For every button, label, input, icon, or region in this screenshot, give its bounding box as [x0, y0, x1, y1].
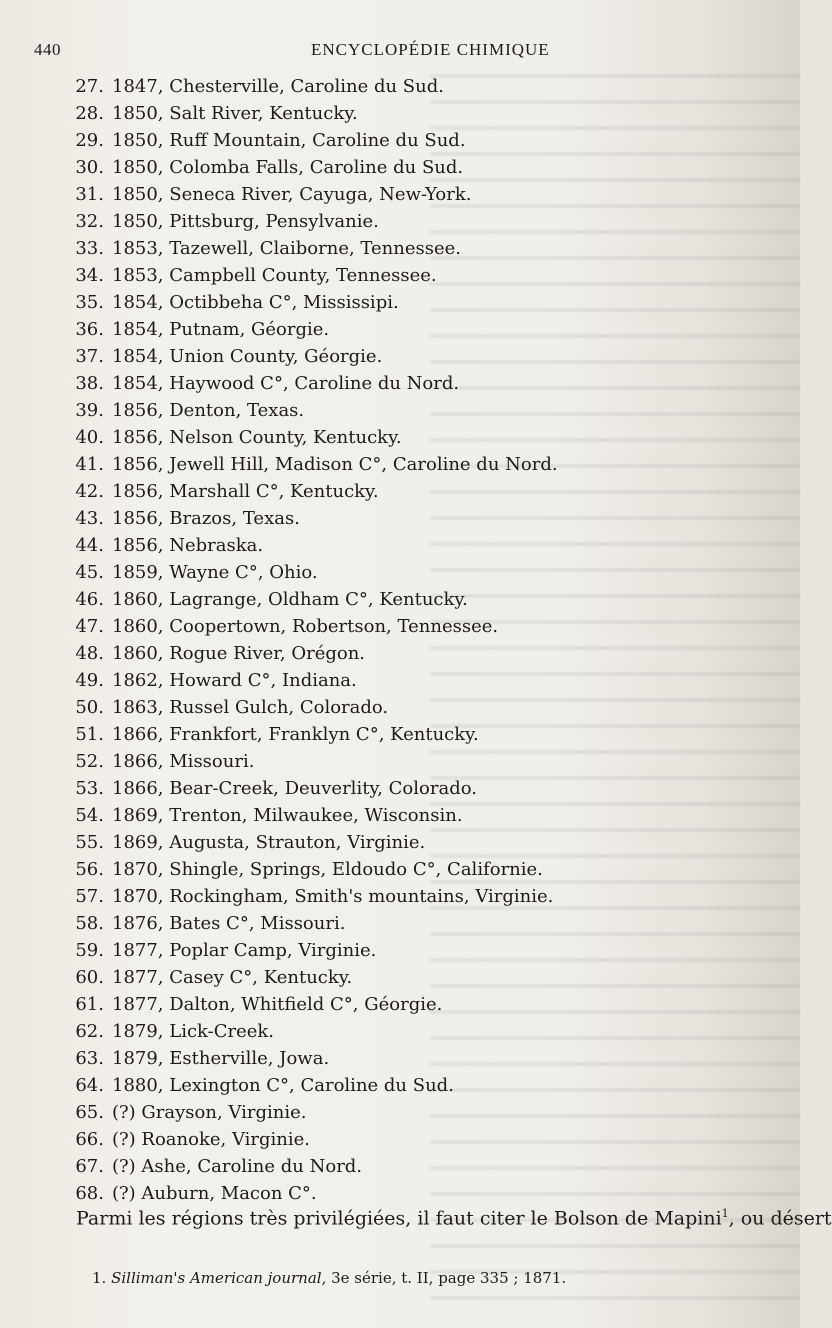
- entry-text: 1853, Campbell County, Tennessee.: [112, 265, 437, 286]
- entry-text: 1847, Chesterville, Caroline du Sud.: [112, 76, 444, 97]
- entry-text: 1876, Bates C°, Missouri.: [112, 913, 346, 934]
- list-item: [66, 343, 706, 370]
- list-item: [66, 640, 706, 667]
- entry-number: 60.: [75, 967, 104, 988]
- entry-number: 48.: [75, 643, 104, 664]
- entry-number: 41.: [75, 454, 104, 475]
- entry-number: 58.: [75, 913, 104, 934]
- entry-number: 43.: [75, 508, 104, 529]
- list-item: [66, 451, 706, 478]
- list-item: [66, 1018, 706, 1045]
- list-item: [66, 856, 706, 883]
- running-head: [34, 40, 774, 64]
- entry-number: 29.: [75, 130, 104, 151]
- entry-text: 1862, Howard C°, Indiana.: [112, 670, 357, 691]
- entry-number: 64.: [75, 1075, 104, 1096]
- entry-text: 1850, Seneca River, Cayuga, New-York.: [112, 184, 472, 205]
- entry-text: 1866, Frankfort, Franklyn C°, Kentucky.: [112, 724, 479, 745]
- list-item: [66, 505, 706, 532]
- list-item: [66, 289, 706, 316]
- list-item: [66, 262, 706, 289]
- entry-text: 1859, Wayne C°, Ohio.: [112, 562, 318, 583]
- list-item: [66, 667, 706, 694]
- list-item: [66, 1126, 706, 1153]
- list-item: [66, 397, 706, 424]
- entry-number: 46.: [75, 589, 104, 610]
- running-title: ENCYCLOPÉDIE CHIMIQUE: [311, 40, 550, 59]
- list-item: [66, 208, 706, 235]
- entry-text: 1880, Lexington C°, Caroline du Sud.: [112, 1075, 454, 1096]
- entry-number: 61.: [75, 994, 104, 1015]
- list-item: [66, 748, 706, 775]
- entry-text: 1877, Casey C°, Kentucky.: [112, 967, 353, 988]
- list-item: [66, 910, 706, 937]
- entry-number: 49.: [75, 670, 104, 691]
- list-item: [66, 370, 706, 397]
- entry-number: 35.: [75, 292, 104, 313]
- entry-number: 51.: [75, 724, 104, 745]
- entry-text: 1854, Putnam, Géorgie.: [112, 319, 330, 340]
- entry-number: 66.: [75, 1129, 104, 1150]
- paragraph-text-continued: , ou désert: [728, 1207, 832, 1230]
- meteorite-locality-list: [66, 73, 706, 1207]
- entry-text: 1866, Bear-Creek, Deuverlity, Colorado.: [112, 778, 477, 799]
- entry-number: 37.: [75, 346, 104, 367]
- entry-text: 1850, Salt River, Kentucky.: [112, 103, 358, 124]
- entry-number: 52.: [75, 751, 104, 772]
- entry-text: (?) Ashe, Caroline du Nord.: [112, 1156, 363, 1177]
- entry-number: 53.: [75, 778, 104, 799]
- list-item: [66, 1045, 706, 1072]
- list-item: [66, 1099, 706, 1126]
- entry-number: 56.: [75, 859, 104, 880]
- list-item: [66, 100, 706, 127]
- entry-number: 67.: [75, 1156, 104, 1177]
- entry-number: 45.: [75, 562, 104, 583]
- entry-text: 1870, Rockingham, Smith's mountains, Virginie.: [112, 886, 554, 907]
- entry-text: 1879, Lick-Creek.: [112, 1021, 275, 1042]
- entry-number: 68.: [75, 1183, 104, 1204]
- entry-text: 1856, Jewell Hill, Madison C°, Caroline du Nord.: [112, 454, 558, 475]
- list-item: [66, 127, 706, 154]
- entry-text: 1853, Tazewell, Claiborne, Tennessee.: [112, 238, 462, 259]
- list-item: [66, 235, 706, 262]
- entry-text: 1866, Missouri.: [112, 751, 255, 772]
- entry-number: 40.: [75, 427, 104, 448]
- list-item: [66, 991, 706, 1018]
- entry-number: 47.: [75, 616, 104, 637]
- entry-text: (?) Grayson, Virginie.: [112, 1102, 307, 1123]
- footnote: [92, 1269, 566, 1287]
- footnote-journal: Silliman's American journal: [111, 1269, 322, 1287]
- entry-text: 1877, Dalton, Whitfield C°, Géorgie.: [112, 994, 443, 1015]
- entry-text: 1856, Nelson County, Kentucky.: [112, 427, 402, 448]
- entry-number: 27.: [75, 76, 104, 97]
- entry-number: 39.: [75, 400, 104, 421]
- entry-number: 55.: [75, 832, 104, 853]
- list-item: [66, 424, 706, 451]
- list-item: [66, 694, 706, 721]
- footnote-details: , 3e série, t. II, page 335 ; 1871.: [321, 1269, 567, 1287]
- entry-number: 42.: [75, 481, 104, 502]
- entry-text: (?) Roanoke, Virginie.: [112, 1129, 311, 1150]
- entry-number: 62.: [75, 1021, 104, 1042]
- entry-number: 36.: [75, 319, 104, 340]
- entry-text: 1877, Poplar Camp, Virginie.: [112, 940, 377, 961]
- entry-text: 1860, Lagrange, Oldham C°, Kentucky.: [112, 589, 468, 610]
- list-item: [66, 613, 706, 640]
- list-item: [66, 559, 706, 586]
- entry-number: 65.: [75, 1102, 104, 1123]
- entry-text: 1856, Nebraska.: [112, 535, 264, 556]
- entry-text: 1869, Augusta, Strauton, Virginie.: [112, 832, 426, 853]
- list-item: [66, 964, 706, 991]
- entry-text: 1850, Pittsburg, Pensylvanie.: [112, 211, 379, 232]
- entry-number: 34.: [75, 265, 104, 286]
- entry-text: 1856, Denton, Texas.: [112, 400, 305, 421]
- entry-text: 1870, Shingle, Springs, Eldoudo C°, Californie.: [112, 859, 543, 880]
- page-number: 440: [34, 40, 61, 59]
- entry-text: 1854, Haywood C°, Caroline du Nord.: [112, 373, 460, 394]
- footnote-reference[interactable]: 1: [721, 1207, 729, 1220]
- entry-text: 1850, Colomba Falls, Caroline du Sud.: [112, 157, 464, 178]
- list-item: [66, 181, 706, 208]
- list-item: [66, 883, 706, 910]
- entry-number: 44.: [75, 535, 104, 556]
- entry-number: 33.: [75, 238, 104, 259]
- entry-text: 1854, Octibbeha C°, Mississipi.: [112, 292, 399, 313]
- list-item: [66, 802, 706, 829]
- entry-text: 1860, Rogue River, Orégon.: [112, 643, 366, 664]
- entry-number: 57.: [75, 886, 104, 907]
- list-item: [66, 532, 706, 559]
- entry-text: 1856, Brazos, Texas.: [112, 508, 300, 529]
- entry-text: 1863, Russel Gulch, Colorado.: [112, 697, 389, 718]
- entry-text: (?) Auburn, Macon C°.: [112, 1183, 317, 1204]
- list-item: [66, 1072, 706, 1099]
- list-item: [66, 316, 706, 343]
- footnote-number: 1.: [92, 1269, 107, 1287]
- entry-text: 1860, Coopertown, Robertson, Tennessee.: [112, 616, 499, 637]
- entry-number: 28.: [75, 103, 104, 124]
- entry-text: 1854, Union County, Géorgie.: [112, 346, 383, 367]
- entry-number: 38.: [75, 373, 104, 394]
- list-item: [66, 775, 706, 802]
- entry-text: 1850, Ruff Mountain, Caroline du Sud.: [112, 130, 466, 151]
- list-item: [66, 73, 706, 100]
- entry-number: 50.: [75, 697, 104, 718]
- entry-text: 1869, Trenton, Milwaukee, Wisconsin.: [112, 805, 463, 826]
- list-item: [66, 586, 706, 613]
- entry-number: 31.: [75, 184, 104, 205]
- closing-paragraph: [76, 1200, 832, 1232]
- entry-number: 63.: [75, 1048, 104, 1069]
- entry-text: 1856, Marshall C°, Kentucky.: [112, 481, 379, 502]
- list-item: [66, 721, 706, 748]
- list-item: [66, 478, 706, 505]
- paragraph-text: Parmi les régions très privilégiées, il faut citer le Bolson de Mapini: [76, 1207, 722, 1230]
- list-item: [66, 937, 706, 964]
- list-item: [66, 154, 706, 181]
- list-item: [66, 1153, 706, 1180]
- entry-number: 59.: [75, 940, 104, 961]
- entry-text: 1879, Estherville, Jowa.: [112, 1048, 330, 1069]
- entry-number: 30.: [75, 157, 104, 178]
- entry-number: 32.: [75, 211, 104, 232]
- list-item: [66, 829, 706, 856]
- entry-number: 54.: [75, 805, 104, 826]
